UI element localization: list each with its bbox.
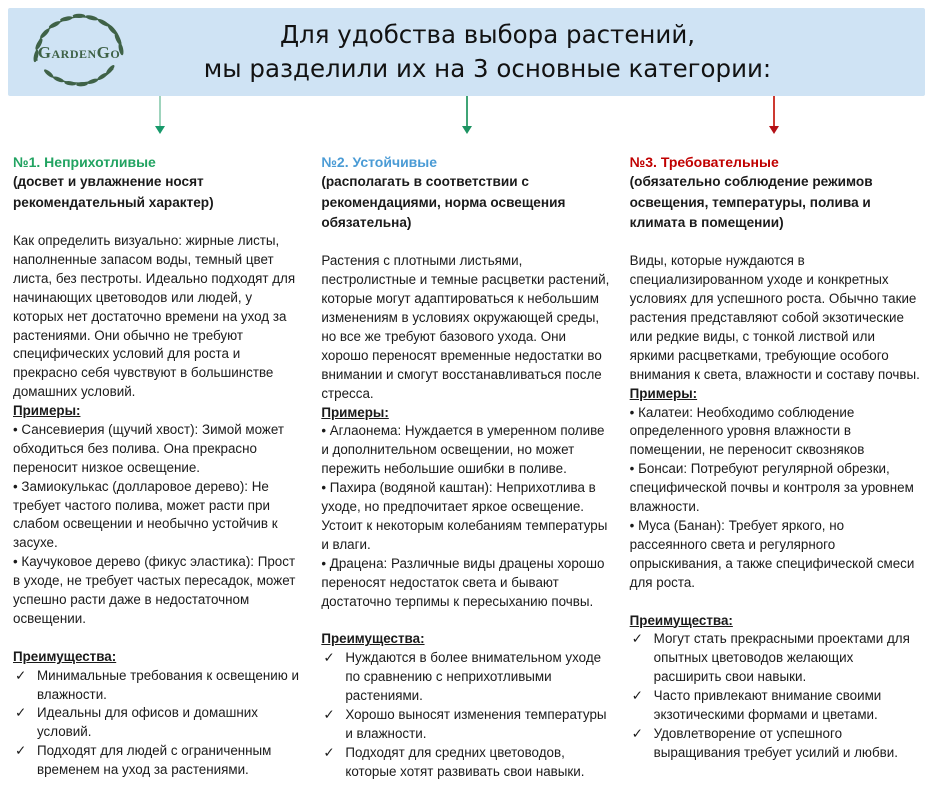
advantages-label-2: Преимущества: <box>321 631 425 647</box>
page-title <box>138 18 837 86</box>
down-arrow-icon-3 <box>628 96 919 140</box>
advantage-item: ✓ Идеальны для офисов и домашних условий. <box>13 704 303 742</box>
arrow-head <box>462 126 472 134</box>
arrow-head <box>155 126 165 134</box>
title-line-1: Для удобства выбора растений, <box>279 20 696 49</box>
examples-list-1 <box>13 421 303 629</box>
arrow-shaft <box>773 96 775 127</box>
advantage-item: ✓ Могут стать прекрасными проектами для опытных цветоводов желающих расширить свои навыки. <box>630 630 920 687</box>
category-heading-1: №1. Неприхотливые <box>13 154 156 170</box>
advantage-item: ✓ Удовлетворение от успешного выращивания требует усилий и любви. <box>630 725 920 763</box>
advantage-item: ✓ Подходят для людей с ограниченным временем на уход за растениями. <box>13 742 303 780</box>
category-subheading-2: (располагать в соответствии с рекомендациями, норма освещения обязательна) <box>321 174 566 231</box>
category-description-3: Виды, которые нуждаются в специализированном уходе и конкретных условиях для успешного роста. Обычно такие растения представляют собой экзотические или редкие виды, с тонкой листвой или яркими расцветками, требующие особого внимания к света, влажности и составу почвы. <box>629 253 920 382</box>
example-item: • Муса (Банан): Требует яркого, но рассеянного света и регулярного опрыскивания, а также специфической смеси для роста. <box>630 517 920 593</box>
category-columns <box>0 152 933 782</box>
category-description-2: Растения с плотными листьями, пестролистные и темные расцветки растений, которые могут адаптироваться к небольшим изменениям в условиях окружающей среды, но все же требуют базового ухода. Они хорошо переносят временные недостатки во внимании и смогут восстанавливаться после стресса. <box>321 253 610 401</box>
advantage-item: ✓ Нуждаются в более внимательном уходе по сравнению с неприхотливыми растениями. <box>321 649 611 706</box>
gardengo-logo <box>20 10 138 94</box>
advantages-list-3 <box>630 630 920 762</box>
advantage-item: ✓ Минимальные требования к освещению и влажности. <box>13 667 303 705</box>
category-column-2 <box>321 152 611 782</box>
examples-label-2: Примеры: <box>321 404 389 420</box>
advantages-list-1 <box>13 667 303 780</box>
category-column-1 <box>13 152 303 782</box>
arrow-head <box>769 126 779 134</box>
example-item: • Драцена: Различные виды драцены хорошо переносят недостаток света и бывают достаточно терпимы к пересыханию почвы. <box>321 555 611 612</box>
category-heading-3: №3. Требовательные <box>629 154 779 170</box>
examples-list-3 <box>630 404 920 593</box>
category-description-1: Как определить визуально: жирные листы, наполненные запасом воды, темный цвет листа, без пестроты. Идеально подходят для начинающих цветоводов или людей, у которых нет достаточно времени на уход за растениями. Они обычно не требуют специфических условий для роста и прекрасно себя чувствуют в большинстве домашних условий. <box>13 233 296 400</box>
example-item: • Бонсаи: Потребуют регулярной обрезки, специфической почвы и контроля за уровнем влажности. <box>630 460 920 517</box>
examples-label-3: Примеры: <box>629 385 698 401</box>
arrow-shaft <box>159 96 161 127</box>
category-arrows <box>0 96 933 140</box>
category-column-3 <box>630 152 920 782</box>
example-item: • Сансевиерия (щучий хвост): Зимой может обходиться без полива. Она прекрасно переносит низкое освещение. <box>13 421 303 478</box>
header-banner <box>8 8 925 96</box>
examples-list-2 <box>321 422 611 611</box>
down-arrow-icon-1 <box>14 96 305 140</box>
title-line-2: мы разделили их на 3 основные категории: <box>203 54 772 83</box>
advantages-list-2 <box>321 649 611 781</box>
advantages-label-3: Преимущества: <box>629 612 733 628</box>
advantages-label-1: Преимущества: <box>13 648 117 664</box>
advantage-item: ✓ Подходят для средних цветоводов, которые хотят развивать свои навыки. <box>321 744 611 782</box>
advantage-item: ✓ Хорошо выносят изменения температуры и влажности. <box>321 706 611 744</box>
down-arrow-icon-2 <box>321 96 612 140</box>
examples-label-1: Примеры: <box>13 403 81 419</box>
example-item: • Аглаонема: Нуждается в умеренном поливе и дополнительном освещении, но может пережить небольшие ошибки в поливе. <box>321 422 611 479</box>
category-subheading-3: (обязательно соблюдение режимов освещения, температуры, полива и климата в помещении) <box>629 174 873 231</box>
arrow-shaft <box>466 96 468 127</box>
category-subheading-1: (досвет и увлажнение носят рекомендательный характер) <box>13 174 214 210</box>
advantage-item: ✓ Часто привлекают внимание своими экзотическими формами и цветами. <box>630 687 920 725</box>
example-item: • Пахира (водяной каштан): Неприхотлива в уходе, но предпочитает яркое освещение. Устоит к некоторым колебаниям температуры и влаги. <box>321 479 611 555</box>
example-item: • Каучуковое дерево (фикус эластика): Прост в уходе, не требует частых пересадок, может успешно расти даже в недостаточном освещении. <box>13 553 303 629</box>
example-item: • Замиокулькас (долларовое дерево): Не требует частого полива, может расти при слабом освещении и необычно устойчив к засухе. <box>13 478 303 554</box>
logo-text: GardenGo <box>37 43 121 62</box>
category-heading-2: №2. Устойчивые <box>321 154 438 170</box>
example-item: • Калатеи: Необходимо соблюдение определенного уровня влажности в помещении, не переносит сквозняков <box>630 404 920 461</box>
